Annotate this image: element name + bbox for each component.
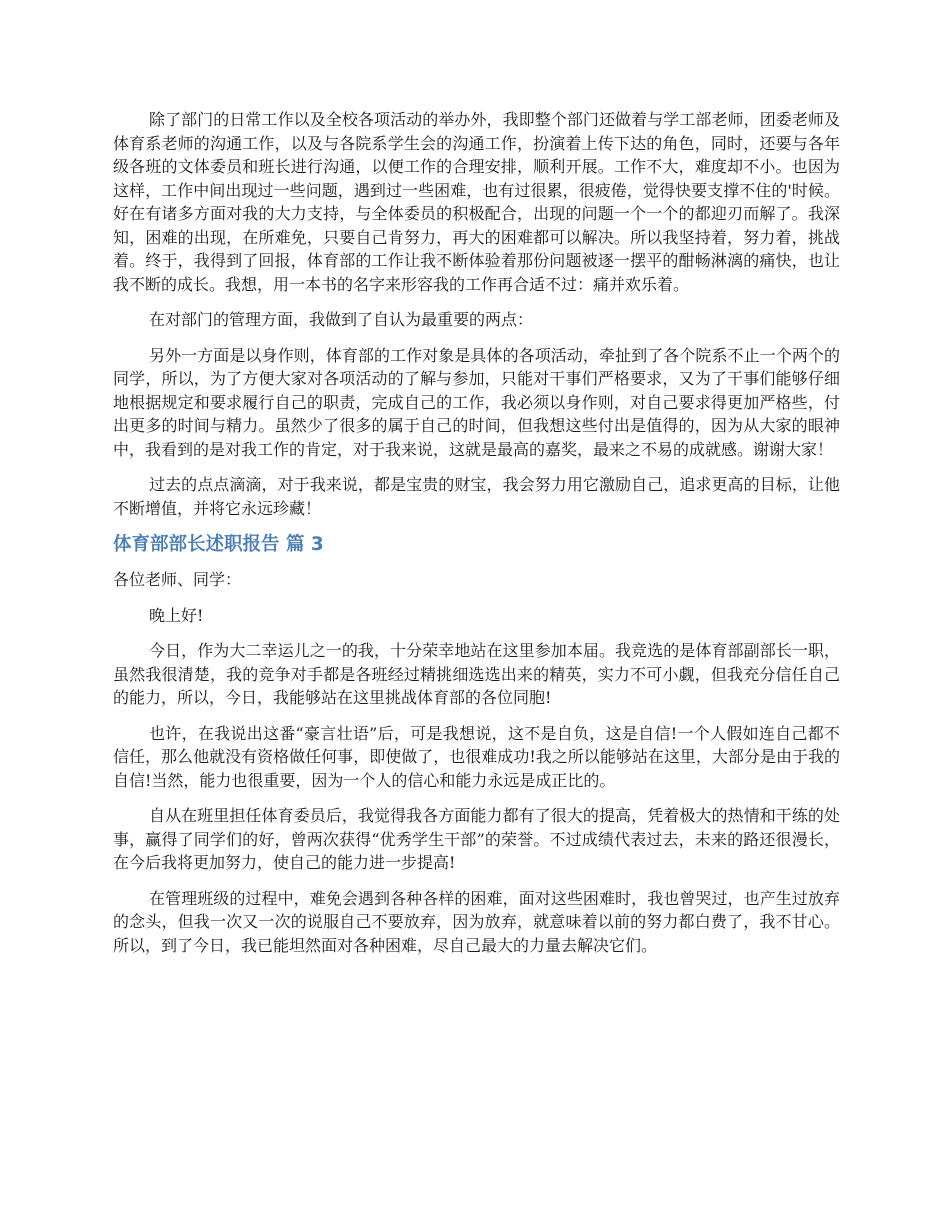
section-heading: 体育部部长述职报告 篇 3: [113, 534, 324, 555]
paragraph-lead-by-example: 另外一方面是以身作则，体育部的工作对象是具体的各项活动，牵扯到了各个院系不止一个两个的同学，所以，为了方便大家对各项活动的了解与参加，只能对干事们严格要求，又为了干事们能够仔细地根据规定和要求履行自己的职责，完成自己的工作，我必须以身作则，对自己要求得更加严格些，付出更多的时间与精力。虽然少了很多的属于自己的时间，但我想这些付出是值得的，因为从大家的眼神中，我看到的是对我工作的肯定，对于我来说，这就是最高的嘉奖，最来之不易的成就感。谢谢大家！: [113, 345, 840, 459]
paragraph-difficulties: 在管理班级的过程中，难免会遇到各种各样的困难，面对这些困难时，我也曾哭过，也产生过放弃的念头，但我一次又一次的说服自己不要放弃，因为放弃，就意味着以前的努力都白费了，我不甘心。所以，到了今日，我已能坦然面对各种困难，尽自己最大的力量去解决它们。: [113, 888, 840, 955]
paragraph-conclusion: 过去的点点滴滴，对于我来说，都是宝贵的财宝，我会努力用它激励自己，追求更高的目标，让他不断增值，并将它永远珍藏！: [113, 475, 840, 518]
salutation: 各位老师、同学：: [113, 570, 242, 589]
paragraph-candidacy: 今日，作为大二幸运儿之一的我，十分荣幸地站在这里参加本届。我竞选的是体育部副部长一职，虽然我很清楚，我的竞争对手都是各班经过精挑细选选出来的精英，实力不可小觑，但我充分信任自己的能力，所以，今日，我能够站在这里挑战体育部的各位同胞!: [113, 641, 840, 707]
paragraph-department-work: 除了部门的日常工作以及全校各项活动的举办外，我即整个部门还做着与学工部老师，团委老师及体育系老师的沟通工作，以及与各院系学生会的沟通工作，扮演着上传下达的角色，同时，还要与各年级各班的文体委员和班长进行沟通，以便工作的合理安排，顺利开展。工作不大，难度却不小。也因为这样，工作中间出现过一些问题，遇到过一些困难，也有过很累，很疲倦，觉得快要支撑不住的'时候。好在有诸多方面对我的大力支持，与全体委员的积极配合，出现的问题一个一个的都迎刃而解了。我深知，困难的出现，在所难免，只要自己肯努力，再大的困难都可以解决。所以我坚持着，努力着，挑战着。终于，我得到了回报，体育部的工作让我不断体验着那份问题被逐一摆平的酣畅淋漓的痛快，也让我不断的成长。我想，用一本书的名字来形容我的工作再合适不过：痛并欢乐着。: [113, 110, 840, 294]
paragraph-confidence: 也许，在我说出这番“豪言壮语”后，可是我想说，这不是自负，这是自信!一个人假如连自己都不信任，那么他就没有资格做任何事，即使做了，也很难成功!我之所以能够站在这里，大部分是由于我的自信!当然，能力也很重要，因为一个人的信心和能力永远是成正比的。: [113, 723, 840, 790]
paragraph-management-intro: 在对部门的管理方面，我做到了自认为最重要的两点：: [149, 310, 534, 329]
paragraph-greeting: 晚上好!: [149, 605, 204, 625]
paragraph-sports-committee: 自从在班里担任体育委员后，我觉得我各方面能力都有了很大的提高，凭着极大的热情和干练的处事，赢得了同学们的好，曾两次获得“优秀学生干部”的荣誉。不过成绩代表过去，未来的路还很漫长，在今后我将更加努力，使自己的能力进一步提高!: [113, 806, 840, 872]
document-page: [113, 108, 840, 969]
